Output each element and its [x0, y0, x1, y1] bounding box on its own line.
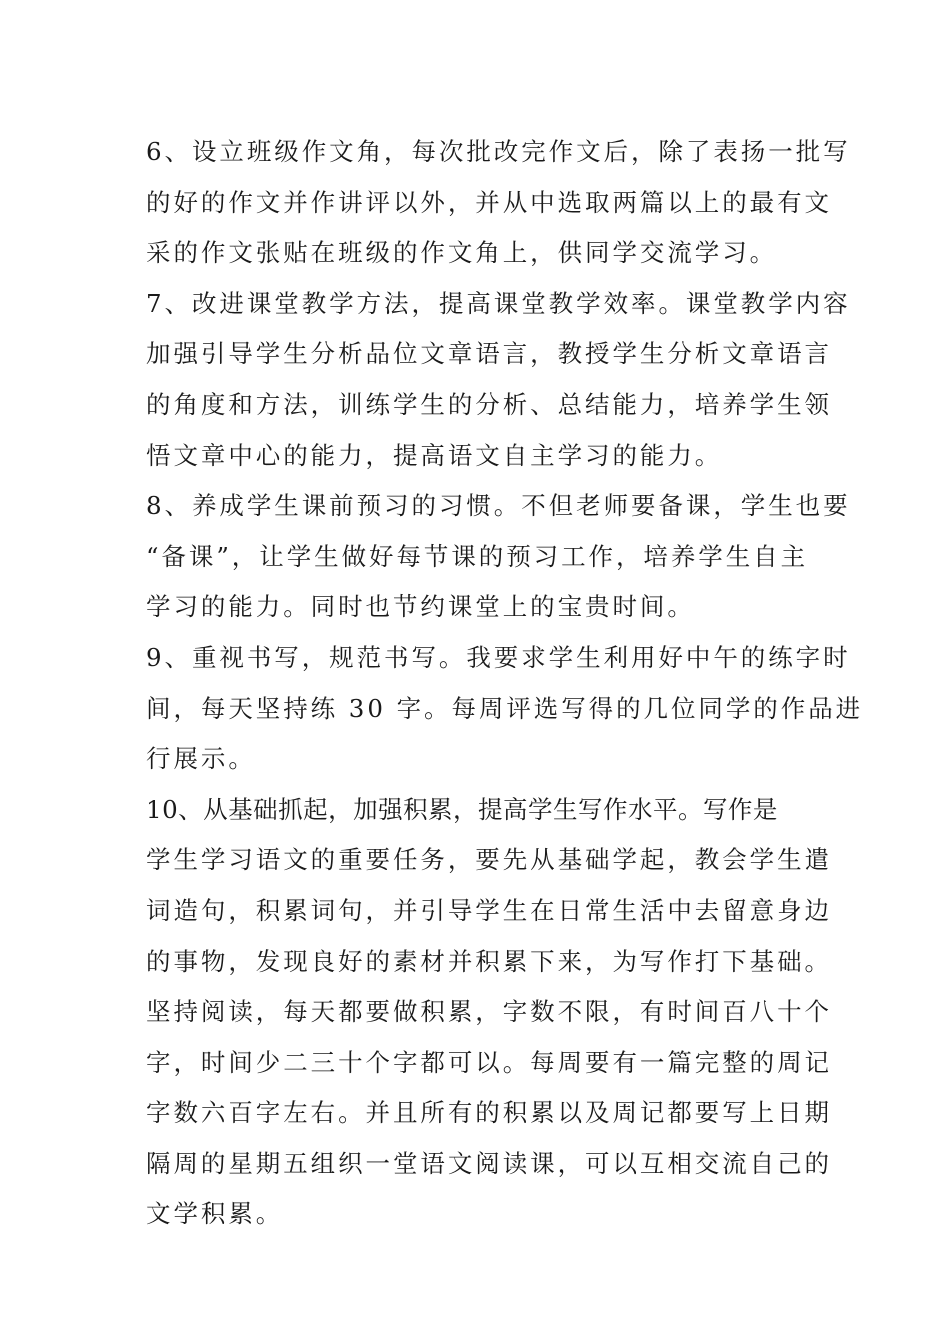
text-line: 隔周的星期五组织一堂语文阅读课，可以互相交流自己的	[146, 1148, 832, 1178]
text-line: 采的作文张贴在班级的作文角上，供同学交流学习。	[146, 238, 778, 268]
text-line: 字数六百字左右。并且所有的积累以及周记都要写上日期	[146, 1098, 832, 1128]
text-line: 坚持阅读，每天都要做积累，字数不限，有时间百八十个	[146, 997, 832, 1027]
text-line: 悟文章中心的能力，提高语文自主学习的能力。	[146, 440, 723, 470]
text-line: 的事物，发现良好的素材并积累下来，为写作打下基础。	[146, 946, 832, 976]
text-line: 学习的能力。同时也节约课堂上的宝贵时间。	[146, 592, 695, 622]
text-line: 学生学习语文的重要任务，要先从基础学起，教会学生遣	[146, 845, 832, 875]
text-line: 间，每天坚持练 30 字。每周评选写得的几位同学的作品进	[146, 693, 864, 723]
text-line: 7、改进课堂教学方法，提高课堂教学效率。课堂教学内容	[146, 288, 851, 318]
text-line: 行展示。	[146, 744, 256, 774]
text-line: 文学积累。	[146, 1199, 284, 1229]
text-line: 的角度和方法，训练学生的分析、总结能力，培养学生领	[146, 389, 832, 419]
text-line: 6、设立班级作文角，每次批改完作文后，除了表扬一批写	[146, 137, 851, 166]
text-line: 的好的作文并作讲评以外，并从中选取两篇以上的最有文	[146, 187, 832, 217]
text-line: “备课”，让学生做好每节课的预习工作，培养学生自主	[146, 541, 809, 571]
text-line: 词造句，积累词句，并引导学生在日常生活中去留意身边	[146, 895, 832, 925]
text-line: 字，时间少二三十个字都可以。每周要有一篇完整的周记	[146, 1047, 832, 1077]
text-line: 10、从基础抓起，加强积累，提高学生写作水平。写作是	[146, 794, 778, 824]
document-body	[146, 127, 864, 1240]
text-line: 9、重视书写，规范书写。我要求学生利用好中午的练字时	[146, 642, 851, 672]
text-line: 8、养成学生课前预习的习惯。不但老师要备课，学生也要	[146, 491, 851, 521]
text-line: 加强引导学生分析品位文章语言，教授学生分析文章语言	[146, 339, 832, 369]
